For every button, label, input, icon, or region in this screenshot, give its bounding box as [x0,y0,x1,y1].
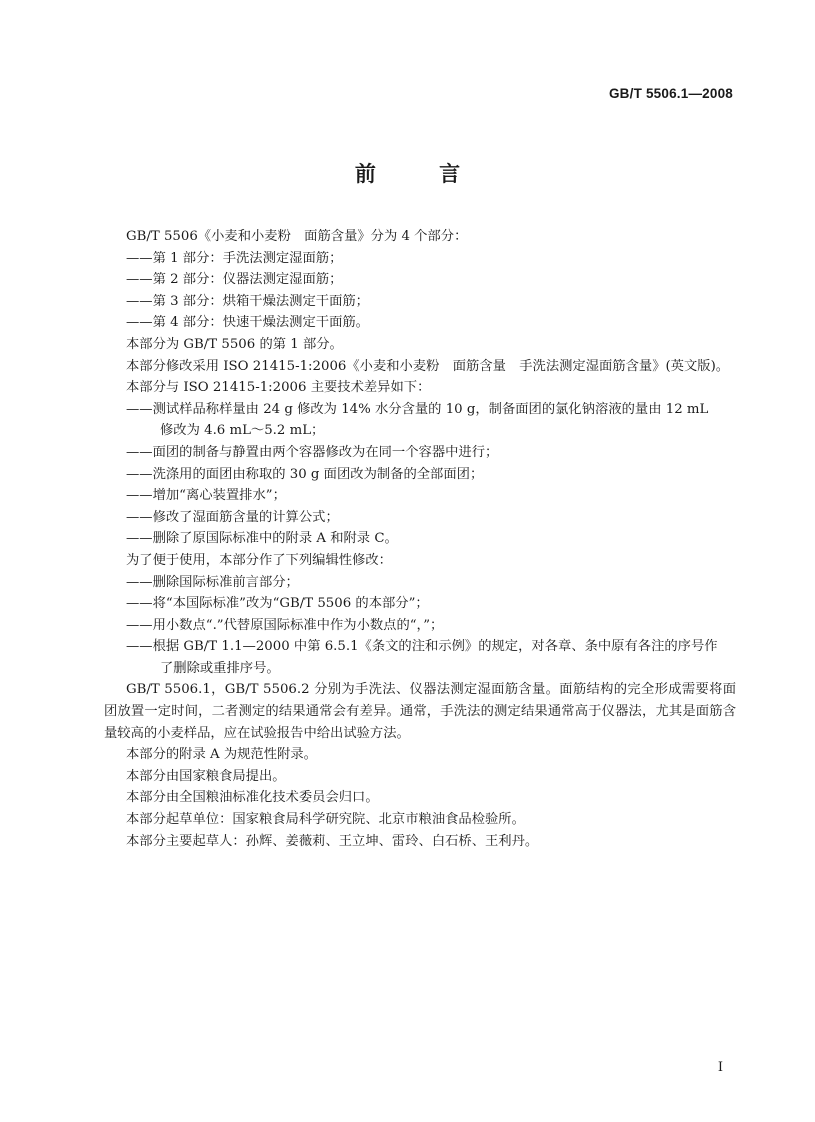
paragraph-text: 为了便于使用，本部分作了下列编辑性修改： [126,552,392,568]
paragraph [104,226,736,248]
paragraph [104,766,736,788]
document-body [104,226,736,852]
paragraph [104,831,736,853]
paragraph-text: ——测试样品称样量由 24 g 修改为 14% 水分含量的 10 g，制备面团的氯化钠溶液的量由 12 mL [126,401,709,417]
list-item [104,528,736,550]
list-item-continuation: 修改为 4.6 mL～5.2 mL； [160,423,325,439]
list-item [104,291,736,313]
paragraph-text: ——增加“离心装置排水”； [126,488,286,504]
paragraph-text: ——将“本国际标准”改为“GB/T 5506 的本部分”； [126,596,429,612]
paragraph-text: 本部分为 GB/T 5506 的第 1 部分。 [126,336,343,352]
list-item [104,248,736,270]
list-item [104,593,736,615]
list-item [104,507,736,529]
paragraph [104,356,736,378]
paragraph-text: GB/T 5506.1，GB/T 5506.2 分别为手洗法、仪器法测定湿面筋含量。面筋结构的完全形成需要将面团放置一定时间，二者测定的结果通常会有差异。通常，手洗法的测定结果通常高于仪器法，尤其是面筋含量较高的小麦样品，应在试验报告中给出试验方法。 [104,682,736,741]
paragraph [104,809,736,831]
paragraph-text: 本部分由国家粮食局提出。 [126,768,286,784]
list-item [104,636,736,679]
list-item-continuation: 了删除或重排序号。 [160,660,280,676]
paragraph-text: 本部分的附录 A 为规范性附录。 [126,747,317,763]
paragraph-text: ——第 1 部分：手洗法测定湿面筋； [126,250,343,266]
paragraph-text: ——第 4 部分：快速干燥法测定干面筋。 [126,315,369,331]
paragraph-text: ——第 3 部分：烘箱干燥法测定干面筋； [126,293,369,309]
list-item [104,615,736,637]
list-item [104,442,736,464]
paragraph [104,679,736,744]
paragraph-text: ——删除国际标准前言部分； [126,574,299,590]
paragraph-text: ——修改了湿面筋含量的计算公式； [126,509,339,525]
paragraph-text: 本部分起草单位：国家粮食局科学研究院、北京市粮油食品检验所。 [126,812,525,828]
paragraph-text: ——面团的制备与静置由两个容器修改为在同一个容器中进行； [126,444,499,460]
paragraph [104,550,736,572]
list-item [104,399,736,442]
list-item [104,572,736,594]
paragraph-text: 本部分主要起草人：孙辉、姜薇莉、王立坤、雷玲、白石桥、王利丹。 [126,833,539,849]
page-title: 前 言 [354,162,489,186]
list-item [104,269,736,291]
paragraph-text: ——洗涤用的面团由称取的 30 g 面团改为制备的全部面团； [126,466,484,482]
paragraph [104,334,736,356]
paragraph [104,377,736,399]
list-item [104,464,736,486]
paragraph-text: 本部分修改采用 ISO 21415-1:2006《小麦和小麦粉 面筋含量 手洗法测定湿面筋含量》(英文版)。 [126,358,730,374]
paragraph [104,787,736,809]
list-item [104,312,736,334]
paragraph-text: ——根据 GB/T 1.1—2000 中第 6.5.1《条文的注和示例》的规定，对各章、条中原有各注的序号作 [126,639,718,655]
paragraph-text: 本部分由全国粮油标准化技术委员会归口。 [126,790,379,806]
paragraph-text: ——第 2 部分：仪器法测定湿面筋； [126,272,343,288]
paragraph-text: ——用小数点“.”代替原国际标准中作为小数点的“，”； [126,617,444,633]
paragraph-text: 本部分与 ISO 21415-1:2006 主要技术差异如下： [126,380,431,396]
list-item [104,485,736,507]
paragraph-text: GB/T 5506《小麦和小麦粉 面筋含量》分为 4 个部分： [126,229,468,244]
standard-code: GB/T 5506.1—2008 [608,86,733,101]
page-number: I [717,1060,723,1075]
paragraph-text: ——删除了原国际标准中的附录 A 和附录 C。 [126,531,398,547]
paragraph [104,744,736,766]
